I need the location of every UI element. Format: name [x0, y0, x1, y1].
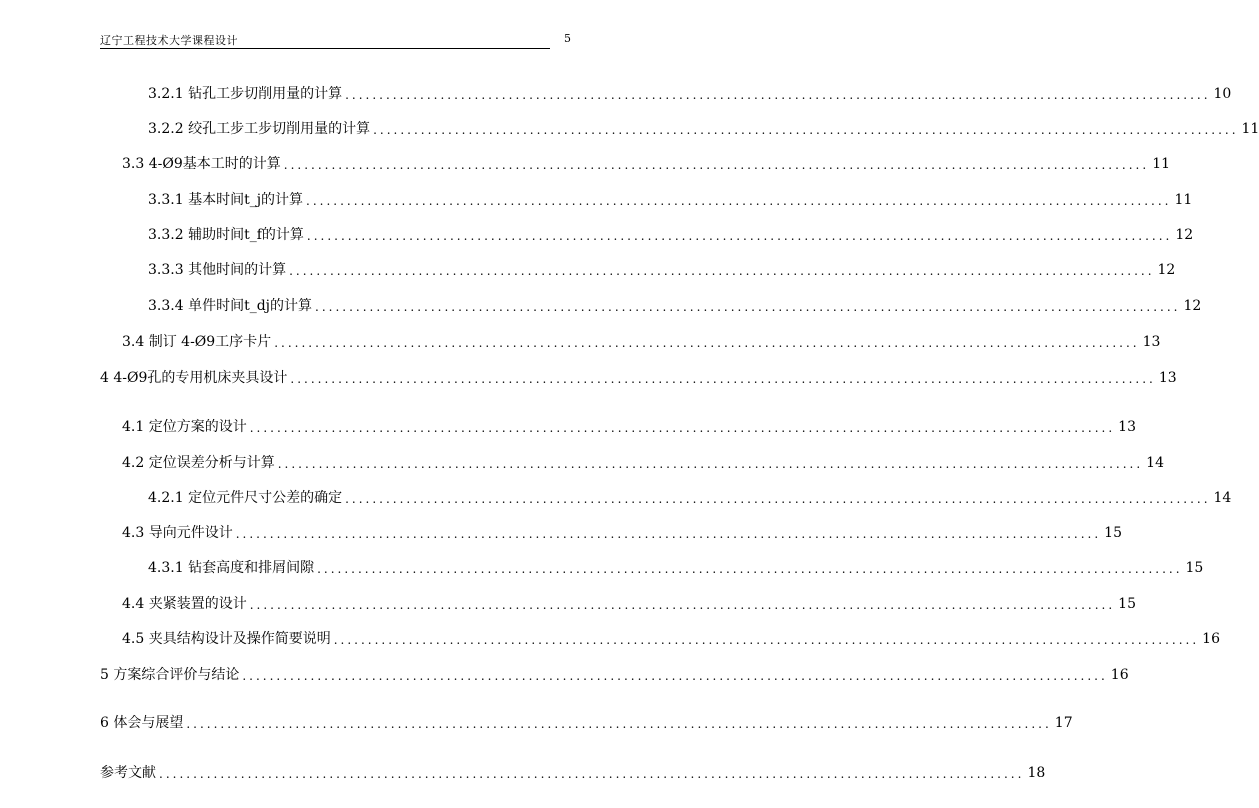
toc-entry[interactable]	[122, 626, 1220, 648]
toc-entry-page: 13	[1142, 334, 1161, 350]
toc-entry-page: 16	[1202, 631, 1220, 647]
toc-entry-page: 12	[1157, 262, 1176, 278]
toc-entry[interactable]	[148, 555, 1204, 577]
toc-entry[interactable]	[100, 760, 1046, 782]
dot-leader: ...............................................................................................................................	[159, 767, 1025, 781]
dot-leader: ...............................................................................................................................	[373, 123, 1239, 137]
toc-entry[interactable]	[100, 365, 1177, 387]
toc-entry-title: 4.3.1 钻套高度和排屑间隙	[148, 560, 315, 576]
toc-entry-page: 15	[1185, 560, 1204, 576]
dot-leader: ...............................................................................................................................	[345, 88, 1211, 102]
toc-entry-page: 12	[1175, 227, 1194, 243]
dot-leader: ...............................................................................................................................	[290, 372, 1156, 386]
toc-entry-page: 12	[1183, 298, 1202, 314]
toc-entry-title: 3.3 4-Ø9基本工时的计算	[122, 156, 281, 172]
toc-entry[interactable]	[148, 116, 1259, 138]
toc-entry[interactable]	[100, 662, 1129, 684]
header-title: 辽宁工程技术大学课程设计	[100, 34, 238, 47]
toc-entry[interactable]	[148, 485, 1232, 507]
toc-entry-title: 4.4 夹紧装置的设计	[122, 596, 247, 612]
toc-entry[interactable]	[122, 329, 1161, 351]
dot-leader: ...............................................................................................................................	[249, 598, 1116, 612]
toc-entry-title: 4.1 定位方案的设计	[122, 419, 247, 435]
toc-entry-page: 13	[1118, 419, 1136, 435]
dot-leader: ...............................................................................................................................	[277, 457, 1144, 471]
toc-entry-page: 11	[1152, 156, 1171, 172]
toc-entry[interactable]	[148, 81, 1232, 103]
toc-entry-title: 4.2.1 定位元件尺寸公差的确定	[148, 490, 343, 506]
toc-entry-title: 4.2 定位误差分析与计算	[122, 455, 275, 471]
toc-entry[interactable]	[122, 414, 1136, 436]
dot-leader: ...............................................................................................................................	[242, 669, 1108, 683]
dot-leader: ...............................................................................................................................	[306, 194, 1172, 208]
toc-entry-page: 13	[1158, 370, 1177, 386]
toc-entry-page: 16	[1110, 667, 1129, 683]
dot-leader: ...............................................................................................................................	[345, 492, 1211, 506]
toc-entry-page: 14	[1146, 455, 1164, 471]
dot-leader: ...............................................................................................................................	[235, 527, 1102, 541]
toc-entry-title: 3.2.2 绞孔工步工步切削用量的计算	[148, 121, 371, 137]
toc-entry-page: 17	[1054, 715, 1073, 731]
dot-leader: ...............................................................................................................................	[274, 336, 1140, 350]
toc-entry[interactable]	[148, 257, 1176, 279]
toc-entry-page: 11	[1241, 121, 1259, 137]
dot-leader: ...............................................................................................................................	[289, 264, 1155, 278]
dot-leader: ...............................................................................................................................	[317, 562, 1183, 576]
toc-entry-title: 3.3.4 单件时间t_dj的计算	[148, 298, 313, 314]
toc-entry-title: 4.3 导向元件设计	[122, 525, 233, 541]
toc-entry[interactable]	[148, 293, 1202, 315]
dot-leader: ...............................................................................................................................	[186, 717, 1052, 731]
toc-entry-title: 5 方案综合评价与结论	[100, 667, 240, 683]
toc-entry-title: 4 4-Ø9孔的专用机床夹具设计	[100, 370, 288, 386]
toc-entry[interactable]	[122, 591, 1136, 613]
toc-entry-title: 3.3.2 辅助时间t_f的计算	[148, 227, 304, 243]
toc-entry-page: 15	[1104, 525, 1122, 541]
toc-entry[interactable]	[122, 151, 1171, 173]
toc-entry-title: 4.5 夹具结构设计及操作简要说明	[122, 631, 331, 647]
toc-entry-page: 14	[1213, 490, 1232, 506]
toc-entry[interactable]	[148, 187, 1193, 209]
dot-leader: ...............................................................................................................................	[283, 158, 1150, 172]
page-number: 5	[564, 32, 571, 45]
toc-entry[interactable]	[100, 710, 1073, 732]
toc-entry-title: 参考文献	[100, 765, 156, 781]
toc-entry[interactable]	[148, 222, 1194, 244]
dot-leader: ...............................................................................................................................	[315, 300, 1181, 314]
toc-entry-title: 3.3.3 其他时间的计算	[148, 262, 287, 278]
dot-leader: ...............................................................................................................................	[249, 421, 1116, 435]
toc-entry-title: 3.3.1 基本时间t_j的计算	[148, 192, 304, 208]
toc-entry-page: 18	[1027, 765, 1046, 781]
toc-entry-title: 6 体会与展望	[100, 715, 184, 731]
toc-entry-page: 10	[1213, 86, 1232, 102]
toc-entry-title: 3.2.1 钻孔工步切削用量的计算	[148, 86, 343, 102]
toc-entry-page: 15	[1118, 596, 1136, 612]
toc-entry[interactable]	[122, 450, 1164, 472]
page-header	[100, 30, 550, 49]
dot-leader: ...............................................................................................................................	[306, 229, 1173, 243]
toc-entry-page: 11	[1174, 192, 1193, 208]
toc-entry[interactable]	[122, 520, 1122, 542]
toc-entry-title: 3.4 制订 4-Ø9工序卡片	[122, 334, 272, 350]
dot-leader: ...............................................................................................................................	[333, 633, 1200, 647]
